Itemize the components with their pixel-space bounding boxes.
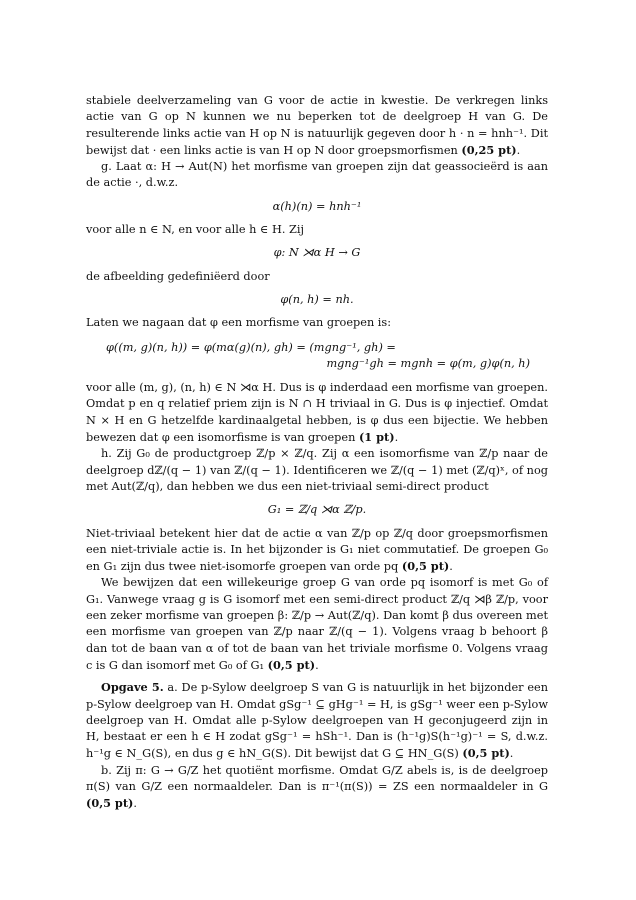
paragraph-forall: voor alle n ∈ N, en voor alle h ∈ H. Zij <box>86 223 304 237</box>
paragraph-h: h. Zij G₀ de productgroep ℤ/p × ℤ/q. Zij α een isomorfisme van ℤ/p naar de deelgroep dℤ/(q − 1) van ℤ/(q − 1). Identificeren we ℤ/(q − 1) met (ℤ/q)ˣ, of nog met Aut(ℤ/q), dan hebben we dus een niet-triviaal semi-direct product <box>86 447 548 493</box>
paragraph-opgave-5a: Opgave 5. a. De p-Sylow deelgroep S van G is natuurlijk in het bijzonder een p-Sylow deelgroep van H. Omdat gSg⁻¹ ⊆ gHg⁻¹ = H, is gSg⁻¹ weer een p-Sylow deelgroep van H. Omdat alle p-Sylow deelgroepen van H geconjugeerd zijn in H, bestaat er een h ∈ H zodat gSg⁻¹ = hSh⁻¹. Dan is (h⁻¹g)S(h⁻¹g)⁻¹ = S, d.w.z. h⁻¹g ∈ N_G(S), en dus g ∈ hN_G(S). Dit bewijst dat G ⊆ HN_G(S) (0,5 pt). <box>86 680 548 761</box>
paragraph-continuation: stabiele deelverzameling van G voor de actie in kwestie. De verkregen links actie van G op N kunnen we nu beperken tot de deelgroep H van G. De resulterende links actie van H op N is natuurlijk gegeven door h · n = hnh⁻¹. Dit bewijst dat · een links actie is van H op N door groepsmorfismen (0,25 pt). <box>86 94 548 157</box>
paragraph-proof-order-pq: We bewijzen dat een willekeurige groep G van orde pq isomorf is met G₀ of G₁. Vanwege vraag g is G isomorf met een semi-direct product ℤ/q ⋊β ℤ/p, voor een zeker morfisme van groepen β: ℤ/p → Aut(ℤ/q). Dan komt β dus overeen met een morfisme van groepen van ℤ/p naar ℤ/(q − 1). Volgens vraag b behoort β dan tot de baan van α of tot de baan van het triviale morfisme 0. Volgens vraag c is G dan isomorf met G₀ of G₁ (0,5 pt). <box>86 576 548 672</box>
equation-morphism-line1: φ((m, g)(n, h)) = φ(mα(g)(n), gh) = (mgng⁻¹, gh) = <box>106 340 396 354</box>
paragraph-map: de afbeelding gedefiniëerd door <box>86 269 270 283</box>
document-body <box>86 93 548 813</box>
paragraph-g: g. Laat α: H → Aut(N) het morfisme van groepen zijn dat geassocieërd is aan de actie ·, d.w.z. <box>86 160 548 190</box>
paragraph-isomorphism: voor alle (m, g), (n, h) ∈ N ⋊α H. Dus is φ inderdaad een morfisme van groepen. Omdat p en q relatief priem zijn is N ∩ H triviaal in G. Dus is φ injectief. Omdat N × H en G hetzelfde kardinaalgetal hebben, is φ dus een bijectie. We hebben bewezen dat φ een isomorfisme is van groepen (1 pt). <box>86 381 548 445</box>
paragraph-check: Laten we nagaan dat φ een morfisme van groepen is: <box>86 316 392 330</box>
exercise-heading: Opgave 5. <box>101 680 164 695</box>
equation-g1: G₁ = ℤ/q ⋊α ℤ/p. <box>267 503 367 517</box>
paragraph-opgave-5b: b. Zij π: G → G/Z het quotiënt morfisme. Omdat G/Z abels is, is de deelgroep π(S) van G/Z een normaaldeler. Dan is π⁻¹(π(S)) = ZS een normaaldeler in G (0,5 pt). <box>86 763 548 811</box>
paragraph-nontrivial: Niet-triviaal betekent hier dat de actie α van ℤ/p op ℤ/q door groepsmorfismen een niet-triviale actie is. In het bijzonder is G₁ niet commutatief. De groepen G₀ en G₁ zijn dus twee niet-isomorfe groepen van orde pq (0,5 pt). <box>86 526 548 574</box>
equation-alpha: α(h)(n) = hnh⁻¹ <box>272 199 362 213</box>
equation-morphism-line2: mgng⁻¹gh = mgnh = φ(m, g)φ(n, h) <box>326 356 530 370</box>
equation-morphism <box>86 340 548 373</box>
equation-phi-def: φ: N ⋊α H → G <box>273 246 361 260</box>
equation-phi-nh: φ(n, h) = nh. <box>280 292 354 306</box>
